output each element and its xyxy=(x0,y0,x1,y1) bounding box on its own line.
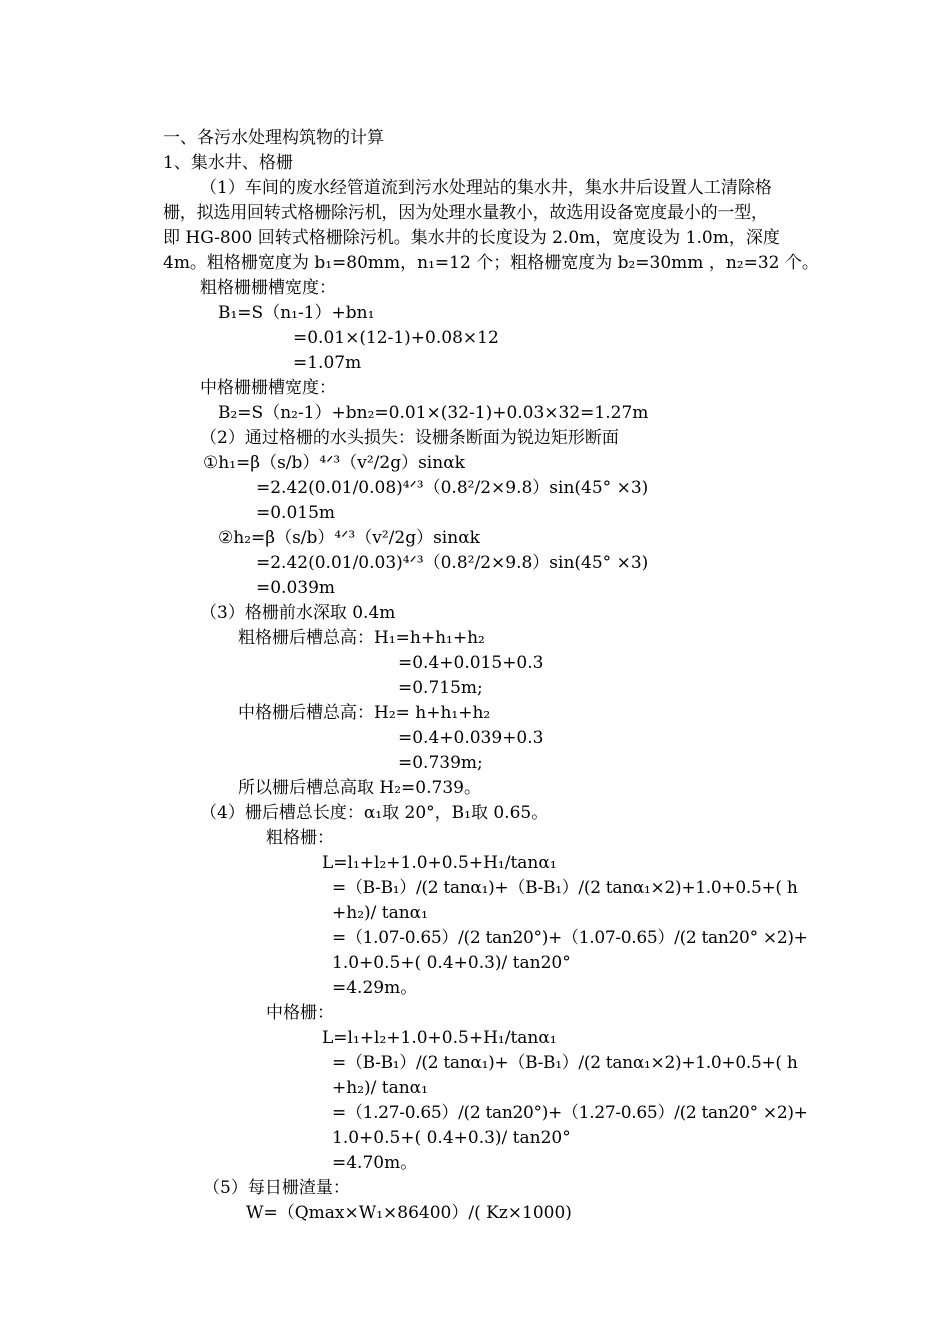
formula-label: 粗格栅： xyxy=(266,828,334,848)
formula-line: =（B-B₁）/(2 tanα₁)+（B-B₁）/(2 tanα₁×2)+1.0+0.5+( h xyxy=(332,878,798,898)
formula-line: B₁=S（n₁-1）+bn₁ xyxy=(218,303,375,323)
formula-line: 1.0+0.5+( 0.4+0.3)/ tan20° xyxy=(332,1128,571,1148)
section-heading: 一、各污水处理构筑物的计算 xyxy=(163,128,384,148)
paragraph-line: （1）车间的废水经管道流到污水处理站的集水井，集水井后设置人工清除格 xyxy=(200,178,772,198)
formula-line: =0.739m; xyxy=(398,753,483,773)
formula-line: =0.039m xyxy=(256,578,336,598)
formula-label: （3）格栅前水深取 0.4m xyxy=(200,603,396,623)
formula-line: =2.42(0.01/0.08)⁴ᐟ³（0.8²/2×9.8）sin(45° ×3) xyxy=(256,478,649,498)
formula-line: W=（Qmax×W₁×86400）/( Kz×1000) xyxy=(246,1203,572,1223)
formula-line: +h₂)/ tanα₁ xyxy=(332,903,428,923)
formula-line: 中格栅后槽总高：H₂= h+h₁+h₂ xyxy=(238,703,491,723)
formula-line: =（1.27-0.65）/(2 tan20°)+（1.27-0.65）/(2 tan20° ×2)+ xyxy=(332,1103,808,1123)
formula-line: ①h₁=β（s/b）⁴ᐟ³（v²/2g）sinαk xyxy=(203,453,465,473)
formula-line: =（B-B₁）/(2 tanα₁)+（B-B₁）/(2 tanα₁×2)+1.0+0.5+( h xyxy=(332,1053,798,1073)
formula-line: B₂=S（n₂-1）+bn₂=0.01×(32-1)+0.03×32=1.27m xyxy=(218,403,649,423)
formula-line: =0.715m; xyxy=(398,678,483,698)
formula-line: 1.0+0.5+( 0.4+0.3)/ tan20° xyxy=(332,953,571,973)
formula-line: =0.4+0.015+0.3 xyxy=(398,653,544,673)
formula-label: （5）每日栅渣量： xyxy=(203,1178,350,1198)
formula-line: =0.4+0.039+0.3 xyxy=(398,728,544,748)
formula-line: 粗格栅后槽总高：H₁=h+h₁+h₂ xyxy=(238,628,485,648)
paragraph-line: 4m。粗格栅宽度为 b₁=80mm，n₁=12 个；粗格栅宽度为 b₂=30mm ，n₂=32 个。 xyxy=(163,253,819,273)
formula-line: =4.29m。 xyxy=(332,978,418,998)
formula-line: ②h₂=β（s/b）⁴ᐟ³（v²/2g）sinαk xyxy=(218,528,480,548)
formula-label: （4）栅后槽总长度：α₁取 20°，B₁取 0.65。 xyxy=(200,803,549,823)
formula-line: =1.07m xyxy=(293,353,362,373)
formula-label: 中格栅栅槽宽度： xyxy=(200,378,336,398)
paragraph-line: 即 HG-800 回转式格栅除污机。集水井的长度设为 2.0m，宽度设为 1.0m，深度 xyxy=(163,228,780,248)
formula-line: L=l₁+l₂+1.0+0.5+H₁/tanα₁ xyxy=(322,1028,557,1048)
formula-line: L=l₁+l₂+1.0+0.5+H₁/tanα₁ xyxy=(322,853,557,873)
paragraph-line: 栅，拟选用回转式格栅除污机，因为处理水量教小，故选用设备宽度最小的一型， xyxy=(163,203,768,223)
subsection-heading: 1、集水井、格栅 xyxy=(163,153,293,173)
formula-line: =0.015m xyxy=(256,503,336,523)
formula-label: 粗格栅栅槽宽度： xyxy=(200,278,336,298)
formula-label: （2）通过格栅的水头损失：设栅条断面为锐边矩形断面 xyxy=(200,428,619,448)
formula-label: 中格栅： xyxy=(266,1003,334,1023)
formula-line: 所以栅后槽总高取 H₂=0.739。 xyxy=(238,778,481,798)
formula-line: +h₂)/ tanα₁ xyxy=(332,1078,428,1098)
formula-line: =（1.07-0.65）/(2 tan20°)+（1.07-0.65）/(2 tan20° ×2)+ xyxy=(332,928,808,948)
formula-line: =2.42(0.01/0.03)⁴ᐟ³（0.8²/2×9.8）sin(45° ×3) xyxy=(256,553,649,573)
formula-line: =0.01×(12-1)+0.08×12 xyxy=(293,328,499,348)
formula-line: =4.70m。 xyxy=(332,1153,418,1173)
